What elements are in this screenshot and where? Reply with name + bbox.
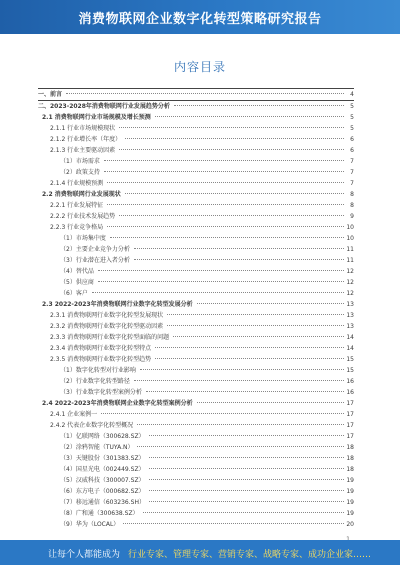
toc-entry[interactable]	[38, 134, 354, 145]
toc-entry-text: （9）华为（LOCAL）	[38, 519, 121, 530]
toc-entry[interactable]	[38, 222, 354, 233]
toc-entry[interactable]	[38, 100, 354, 112]
toc-entry[interactable]	[38, 365, 354, 376]
toc-entry-text: （1）市场需求	[38, 156, 102, 167]
toc-leader-dots	[143, 512, 344, 513]
toc-entry-text: 2.1.1 行业市场规模现状	[38, 123, 117, 134]
toc-entry-page: 14	[346, 334, 354, 341]
toc-entry-text: （4）替代品	[38, 266, 96, 277]
toc-entry-text: 2.2.2 行业技术发展趋势	[38, 211, 117, 222]
toc-leader-dots	[134, 259, 344, 260]
toc-leader-dots	[137, 446, 344, 447]
toc-leader-dots	[98, 270, 344, 271]
toc-entry[interactable]	[38, 123, 354, 134]
toc-entry-text: （3）行业数字化转型案例分析	[38, 387, 144, 398]
toc-entry-text: （5）供应商	[38, 277, 96, 288]
toc-entry-text: 2.3.2 消费物联网行业数字化转型驱动因素	[38, 321, 165, 332]
toc-entry-text: （5）汉威科技（300007.SZ）	[38, 475, 147, 486]
toc-entry[interactable]	[38, 376, 354, 387]
toc-entry-text: 2.4.2 代表企业数字化转型概况	[38, 420, 135, 431]
toc-entry[interactable]	[38, 288, 354, 299]
toc-entry[interactable]	[38, 431, 354, 442]
toc-leader-dots	[107, 226, 344, 227]
toc-leader-dots	[149, 435, 344, 436]
toc-entry-text: （6）客户	[38, 288, 90, 299]
toc-entry-page: 7	[350, 169, 354, 176]
toc-leader-dots	[134, 380, 344, 381]
footer-slogan-right: 行业专家、管理专家、营销专家、战略专家、成功企业家……	[128, 550, 372, 560]
report-title: 消费物联网企业数字化转型策略研究报告	[78, 12, 322, 27]
toc-entry[interactable]	[38, 464, 354, 475]
toc-entry-page: 19	[346, 488, 354, 495]
toc-entry-text: 2.3.5 消费物联网行业数字化转型趋势	[38, 354, 153, 365]
toc-entry-text: 2.1.3 行业主要驱动因素	[38, 145, 117, 156]
toc-entry-page: 13	[346, 323, 354, 330]
toc-entry-page: 5	[350, 125, 354, 132]
toc-entry-page: 19	[346, 499, 354, 506]
toc-entry[interactable]	[38, 475, 354, 486]
toc-entry[interactable]	[38, 233, 354, 244]
toc-heading: 内容目录	[173, 60, 226, 74]
toc-entry-page: 4	[350, 91, 354, 98]
toc-entry-page: 12	[346, 290, 354, 297]
toc-entry[interactable]	[38, 112, 354, 123]
toc-entry-page: 7	[350, 158, 354, 165]
toc-entry-page: 10	[346, 224, 354, 231]
toc-entry-text: 2.2.1 行业发展特征	[38, 200, 105, 211]
toc-entry-page: 13	[346, 301, 354, 308]
toc-entry-text: 2.1.2 行业增长率（年度）	[38, 134, 123, 145]
toc-entry[interactable]	[38, 277, 354, 288]
toc-leader-dots	[155, 358, 344, 359]
toc-leader-dots	[149, 490, 344, 491]
toc-leader-dots	[149, 457, 344, 458]
toc-entry-text: 2.2 消费物联网行业发展现状	[38, 189, 123, 200]
toc-entry[interactable]	[38, 420, 354, 431]
toc-entry-page: 12	[346, 279, 354, 286]
toc-leader-dots	[149, 479, 344, 480]
toc-leader-dots	[104, 171, 344, 172]
toc-entry[interactable]	[38, 266, 354, 277]
toc-leader-dots	[155, 347, 344, 348]
toc-entry[interactable]	[38, 145, 354, 156]
toc-entry-page: 10	[346, 235, 354, 242]
toc-entry[interactable]	[38, 200, 354, 211]
toc-leader-dots	[167, 314, 344, 315]
toc-leader-dots	[173, 336, 344, 337]
toc-entry[interactable]	[38, 354, 354, 365]
toc-entry-page: 14	[346, 345, 354, 352]
toc-entry[interactable]	[38, 508, 354, 519]
toc-leader-dots	[149, 468, 344, 469]
toc-leader-dots	[137, 424, 344, 425]
toc-entry-page: 11	[346, 257, 354, 264]
footer-banner	[0, 540, 400, 565]
toc-entry[interactable]	[38, 497, 354, 508]
toc-leader-dots	[134, 248, 344, 249]
toc-leader-dots	[92, 292, 344, 293]
toc-entry-page: 18	[346, 444, 354, 451]
toc-entry-text: （2）政策支持	[38, 167, 102, 178]
toc-entry-text: 2.3.4 消费物联网行业数字化转型特点	[38, 343, 153, 354]
toc-leader-dots	[197, 303, 344, 304]
toc-entry[interactable]	[38, 189, 354, 200]
toc-entry-text: 2.1.4 行业规模预测	[38, 178, 105, 189]
toc-entry[interactable]	[38, 255, 354, 266]
toc-leader-dots	[101, 413, 344, 414]
toc-entry-page: 17	[346, 400, 354, 407]
toc-entry-text: （1）亿联网络（300628.SZ）	[38, 431, 147, 442]
toc-entry-text: （8）广和通（300638.SZ）	[38, 508, 141, 519]
toc-entry[interactable]	[38, 453, 354, 464]
toc-entry-text: （3）行业潜在进入者分析	[38, 255, 132, 266]
toc-entry[interactable]	[38, 299, 354, 310]
toc-leader-dots	[119, 127, 344, 128]
toc-entry[interactable]	[38, 167, 354, 178]
toc-entry-page: 5	[350, 103, 354, 110]
toc-entry-text: （6）东方电子（000682.SZ）	[38, 486, 147, 497]
toc-leader-dots	[167, 325, 344, 326]
toc-entry-text: 2.1 消费物联网行业市场规模及增长预测	[38, 112, 153, 123]
toc-entry-text: （1）市场集中度	[38, 233, 108, 244]
toc-entry-page: 16	[346, 389, 354, 396]
toc-entry-text: （4）国星光电（002449.SZ）	[38, 464, 147, 475]
toc-entry-page: 19	[346, 510, 354, 517]
toc-leader-dots	[107, 204, 344, 205]
toc-entry-text: 一、前言	[38, 91, 63, 98]
toc-entry-page: 11	[346, 246, 354, 253]
toc-entry[interactable]	[38, 211, 354, 222]
toc-entry-text: （2）行业数字化转型路径	[38, 376, 132, 387]
toc-entry-text: 2.4.1 企业案例一	[38, 409, 99, 420]
toc-entry-page: 15	[346, 356, 354, 363]
toc-leader-dots	[149, 501, 344, 502]
toc-leader-dots	[110, 237, 344, 238]
toc-entry[interactable]	[38, 519, 354, 530]
toc-leader-dots	[123, 523, 344, 524]
toc-entry-page: 17	[346, 422, 354, 429]
toc-entry-page: 18	[346, 466, 354, 473]
toc-entry-page: 16	[346, 378, 354, 385]
toc-entry-page: 9	[350, 213, 354, 220]
toc-entry[interactable]	[38, 387, 354, 398]
toc-leader-dots	[107, 182, 344, 183]
toc-entry-text: （2）主要企业竞争力分析	[38, 244, 132, 255]
toc-entry[interactable]	[38, 409, 354, 420]
toc-entry-page: 7	[350, 180, 354, 187]
toc-entry-text: （1）数字化转型对行业影响	[38, 365, 138, 376]
toc-leader-dots	[104, 160, 344, 161]
toc-entry-page: 6	[350, 136, 354, 143]
toc-entry-page: 18	[346, 455, 354, 462]
report-header-bar	[0, 0, 400, 34]
toc-entry-page: 20	[346, 521, 354, 528]
toc-entry-text: （7）移远通信（603236.SH）	[38, 497, 147, 508]
toc-entry-page: 12	[346, 268, 354, 275]
toc-entry-page: 5	[350, 114, 354, 121]
toc-entry[interactable]	[38, 244, 354, 255]
toc-entry-text: （2）涂鸦智能（TUYA.N）	[38, 442, 135, 453]
toc-entry[interactable]	[38, 343, 354, 354]
toc-leader-dots	[125, 138, 344, 139]
toc-entry-page: 17	[346, 433, 354, 440]
toc-entry-page: 19	[346, 477, 354, 484]
toc-entry[interactable]	[38, 310, 354, 321]
toc-entry-text: 2.3.3 消费物联网行业数字化转型面临的问题	[38, 332, 171, 343]
toc-entry-page: 15	[346, 367, 354, 374]
toc-leader-dots	[119, 215, 344, 216]
toc-entry-text: 2.3 2022-2023年消费物联网行业数字化转型发展分析	[38, 299, 195, 310]
toc-entry-page: 8	[350, 191, 354, 198]
toc-entry-page: 17	[346, 411, 354, 418]
toc-entry-page: 8	[350, 202, 354, 209]
toc-entry-page: 13	[346, 312, 354, 319]
toc-entry[interactable]	[38, 486, 354, 497]
toc-leader-dots	[197, 402, 344, 403]
toc-leader-dots	[98, 281, 344, 282]
toc-leader-dots	[174, 105, 344, 106]
toc-leader-dots	[125, 193, 344, 194]
toc-entry-text: 2.2.3 行业竞争格局	[38, 222, 105, 233]
toc-entry[interactable]	[38, 332, 354, 343]
toc-entry[interactable]	[38, 398, 354, 409]
toc-entry-text: 2.3.1 消费物联网行业数字化转型发展现状	[38, 310, 165, 321]
toc-entry[interactable]	[38, 178, 354, 189]
toc-entry-text: （3）天键股份（301383.SZ）	[38, 453, 147, 464]
toc-entry-page: 6	[350, 147, 354, 154]
toc-entry[interactable]	[38, 88, 354, 100]
toc-leader-dots	[155, 116, 344, 117]
toc-entry[interactable]	[38, 321, 354, 332]
toc-entry[interactable]	[38, 442, 354, 453]
toc-entry[interactable]	[38, 156, 354, 167]
toc-leader-dots	[66, 93, 344, 94]
toc-entry-text: 2.4 2022-2023年消费物联网企业数字化转型案例分析	[38, 398, 195, 409]
table-of-contents	[38, 88, 354, 530]
toc-leader-dots	[146, 391, 344, 392]
toc-leader-dots	[119, 149, 344, 150]
toc-entry-text: 二、2023-2028年消费物联网行业发展趋势分析	[38, 103, 170, 110]
toc-leader-dots	[140, 369, 344, 370]
footer-slogan-left: 让每个人都能成为	[48, 550, 121, 560]
